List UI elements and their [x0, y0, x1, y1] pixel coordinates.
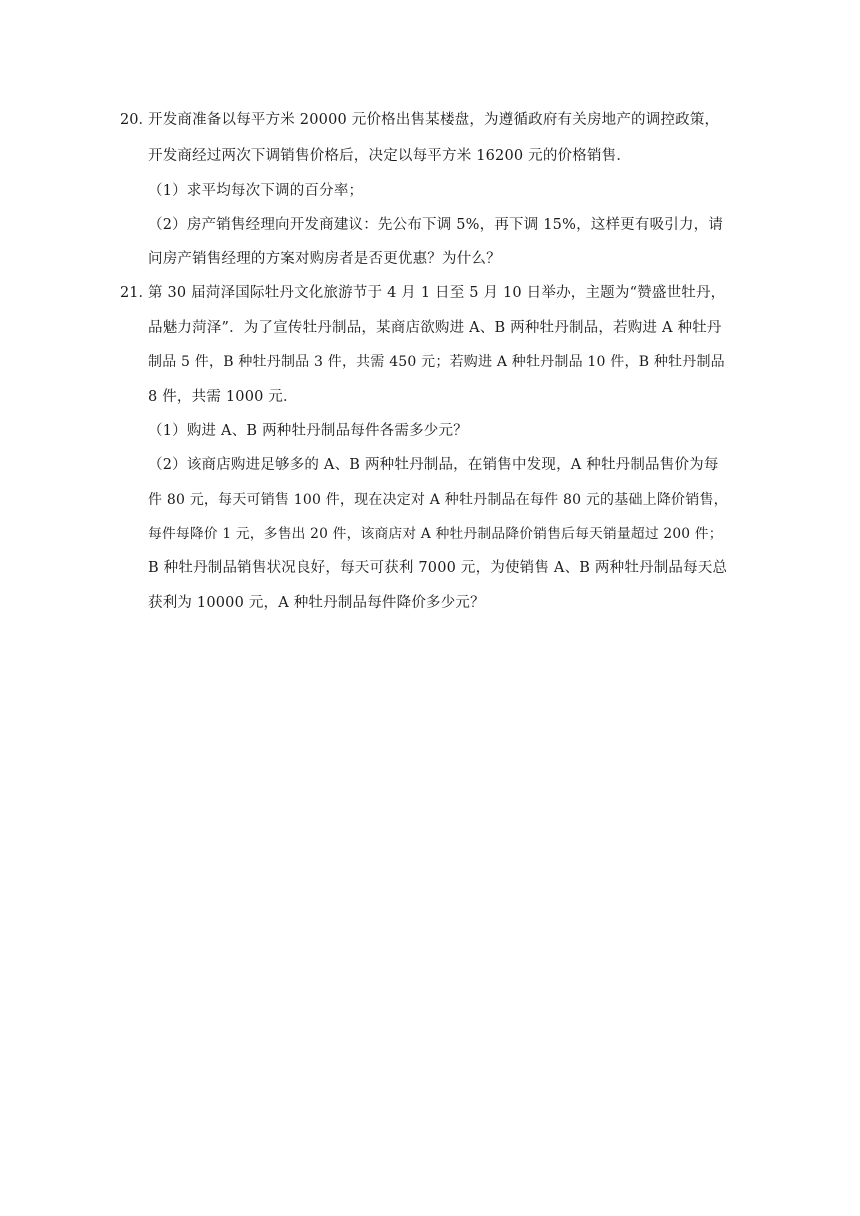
- problem-text-line: 问房产销售经理的方案对购房者是否更优惠？为什么？: [148, 251, 501, 267]
- problem-number: 21．: [120, 285, 153, 301]
- problem-text-line: 制品 5 件，B 种牡丹制品 3 件，共需 450 元；若购进 A 种牡丹制品 10 件，B 种牡丹制品: [148, 354, 725, 370]
- problem-text-line: 获利为 10000 元，A 种牡丹制品每件降价多少元？: [148, 595, 485, 611]
- problem-number: 20．: [120, 112, 153, 128]
- problem-text-line: 每件每降价 1 元，多售出 20 件，该商店对 A 种牡丹制品降价销售后每天销量超过 200 件；: [148, 526, 723, 542]
- problem-text-line: 开发商经过两次下调销售价格后，决定以每平方米 16200 元的价格销售．: [148, 148, 632, 164]
- problem-text-line: 第 30 届菏泽国际牡丹文化旅游节于 4 月 1 日至 5 月 10 日举办，主题为“赞盛世牡丹，: [148, 285, 726, 301]
- problem-text-line: B 种牡丹制品销售状况良好，每天可获利 7000 元，为使销售 A、B 两种牡丹制品每天总: [148, 560, 728, 576]
- sub-question-2: （2）房产销售经理向开发商建议：先公布下调 5%，再下调 15%，这样更有吸引力，请: [148, 217, 724, 233]
- sub-question-1: （1）求平均每次下调的百分率；: [148, 183, 364, 199]
- sub-question-2: （2）该商店购进足够多的 A、B 两种牡丹制品，在销售中发现，A 种牡丹制品售价为每: [148, 457, 719, 473]
- problem-text-line: 件 80 元，每天可销售 100 件，现在决定对 A 种牡丹制品在每件 80 元的基础上降价销售，: [148, 492, 728, 508]
- sub-question-1: （1）购进 A、B 两种牡丹制品每件各需多少元？: [148, 423, 468, 439]
- problem-text-line: 开发商准备以每平方米 20000 元价格出售某楼盘，为遵循政府有关房地产的调控政策，: [148, 112, 720, 128]
- problem-text-line: 8 件，共需 1000 元．: [148, 389, 298, 405]
- problem-text-line: 品魅力菏泽”．为了宣传牡丹制品，某商店欲购进 A、B 两种牡丹制品，若购进 A 种牡丹: [148, 320, 722, 336]
